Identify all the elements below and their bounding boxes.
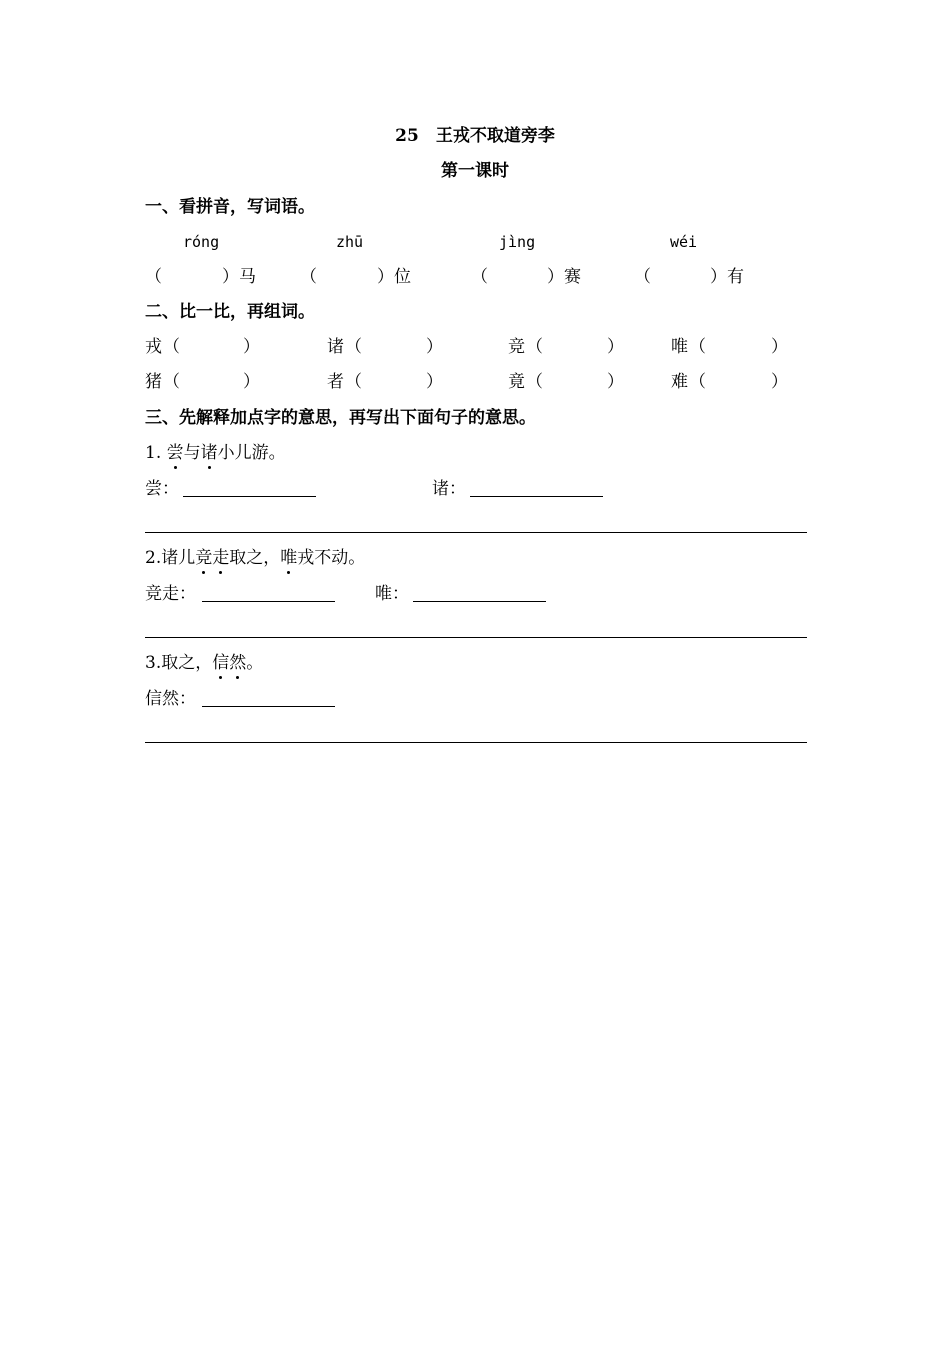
dotted-char: 竞 — [195, 548, 213, 568]
answer-blank-close: ） — [771, 337, 788, 357]
dotted-char: 诸 — [200, 443, 218, 463]
answer-blank-line[interactable] — [202, 706, 335, 707]
answer-blank-close: ）有 — [710, 267, 744, 287]
sentence-text: 取之， — [229, 548, 281, 568]
answer-blank-close: ）马 — [222, 267, 256, 287]
section2-heading: 二、比一比，再组词。 — [145, 302, 315, 322]
pinyin-jing: jìng — [499, 233, 536, 251]
sentence-text: 取之， — [161, 653, 213, 673]
dotted-char: 走 — [212, 548, 230, 568]
compare-char: 诸 — [327, 337, 344, 357]
answer-blank-close: ） — [426, 372, 443, 392]
answer-blank-line[interactable] — [470, 496, 603, 497]
answer-blank-open: （ — [689, 372, 706, 392]
question-number: 2. — [145, 548, 162, 568]
answer-blank-close: ） — [607, 372, 624, 392]
dotted-char: 唯 — [280, 548, 298, 568]
answer-blank-close: ）赛 — [547, 267, 581, 287]
section3-heading: 三、先解释加点字的意思，再写出下面句子的意思。 — [145, 408, 536, 428]
page-title: 25 王戎不取道旁李 — [395, 126, 555, 146]
answer-label: 诸： — [432, 479, 466, 499]
sentence-text: 。 — [246, 653, 264, 673]
compare-char: 竞 — [508, 337, 525, 357]
answer-blank-close: ） — [771, 372, 788, 392]
answer-blank-line[interactable] — [183, 496, 316, 497]
compare-char: 唯 — [671, 337, 688, 357]
page-subtitle: 第一课时 — [441, 161, 509, 181]
compare-char: 猪 — [145, 372, 162, 392]
answer-blank-line[interactable] — [202, 601, 335, 602]
compare-char: 竟 — [508, 372, 525, 392]
sentence-text: 诸儿 — [161, 548, 196, 568]
question-3-sentence — [145, 655, 263, 672]
answer-blank-close: ）位 — [377, 267, 411, 287]
answer-blank-open: （ — [634, 267, 651, 287]
compare-char: 戎 — [145, 337, 162, 357]
answer-label: 尝： — [145, 479, 179, 499]
pinyin-wei: wéi — [670, 233, 698, 251]
answer-blank-open: （ — [345, 372, 362, 392]
question-2-sentence — [145, 550, 365, 567]
answer-blank-close: ） — [426, 337, 443, 357]
answer-blank-line[interactable] — [413, 601, 546, 602]
answer-label: 竞走： — [145, 584, 196, 604]
question-1-sentence — [145, 445, 286, 462]
answer-blank-open: （ — [526, 337, 543, 357]
answer-blank-close: ） — [243, 337, 260, 357]
dotted-char: 然 — [229, 653, 247, 673]
answer-blank-open: （ — [145, 267, 162, 287]
dotted-char: 信 — [212, 653, 230, 673]
sentence-text: 戎不动。 — [297, 548, 366, 568]
answer-blank-open: （ — [689, 337, 706, 357]
sentence-text: 与 — [183, 443, 201, 463]
sentence-answer-line[interactable] — [145, 637, 807, 638]
compare-char: 者 — [327, 372, 344, 392]
dotted-char: 尝 — [166, 443, 184, 463]
answer-blank-close: ） — [243, 372, 260, 392]
answer-blank-close: ） — [607, 337, 624, 357]
answer-blank-open: （ — [345, 337, 362, 357]
sentence-answer-line[interactable] — [145, 742, 807, 743]
answer-blank-open: （ — [526, 372, 543, 392]
question-number: 3. — [145, 653, 162, 673]
compare-char: 难 — [671, 372, 688, 392]
pinyin-zhu: zhū — [336, 233, 364, 251]
pinyin-rong: róng — [183, 233, 220, 251]
sentence-text: 小儿游。 — [217, 443, 286, 463]
question-number: 1. — [145, 443, 167, 463]
answer-label: 信然： — [145, 689, 196, 709]
answer-blank-open: （ — [471, 267, 488, 287]
answer-blank-open: （ — [300, 267, 317, 287]
section1-heading: 一、看拼音，写词语。 — [145, 197, 315, 217]
sentence-answer-line[interactable] — [145, 532, 807, 533]
answer-blank-open: （ — [163, 372, 180, 392]
answer-label: 唯： — [375, 584, 409, 604]
answer-blank-open: （ — [163, 337, 180, 357]
